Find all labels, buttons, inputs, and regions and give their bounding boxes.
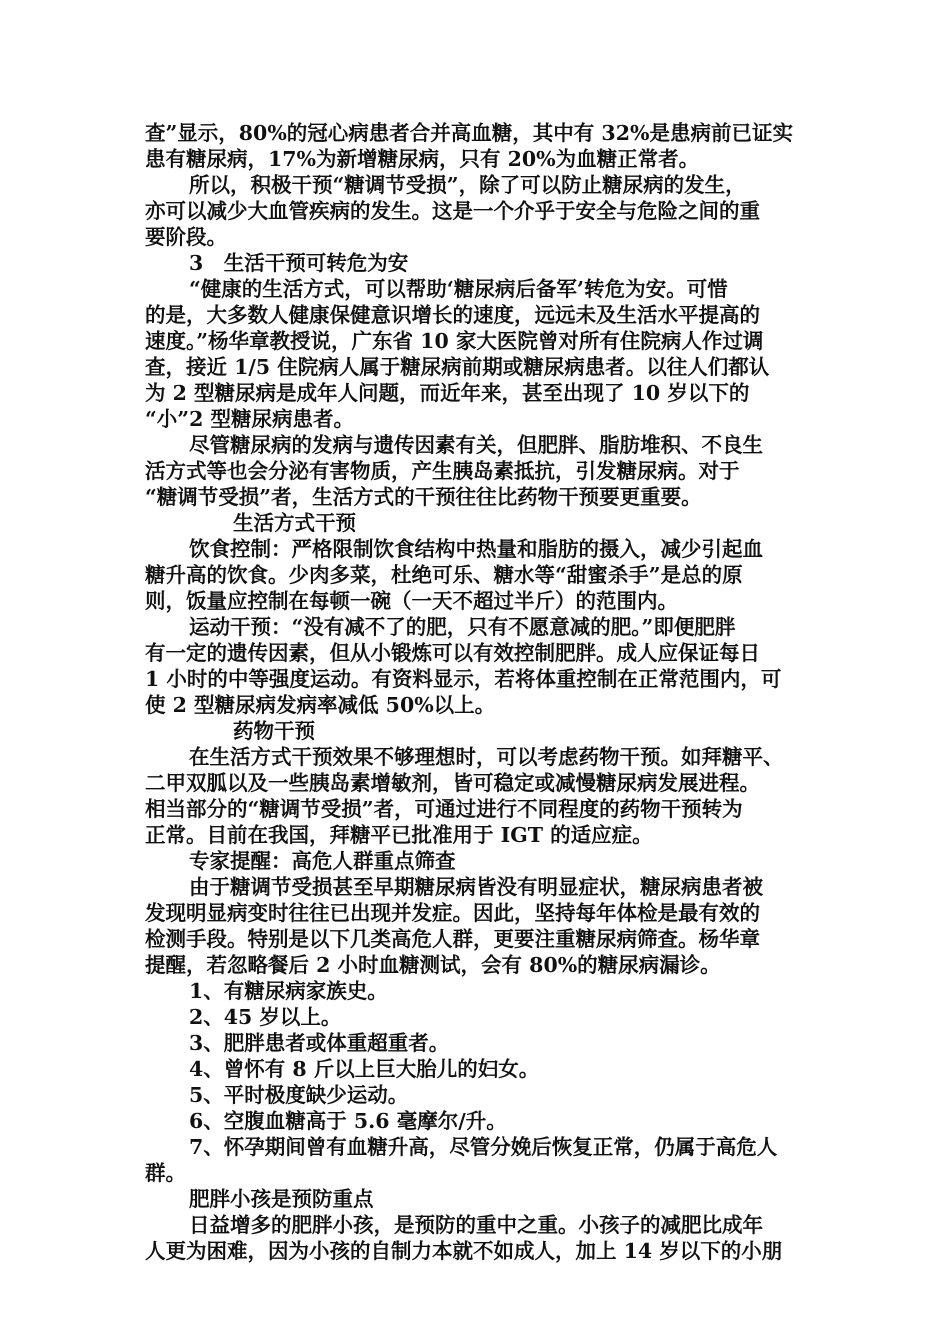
text-line: “糖调节受损”者，生活方式的干预往往比药物干预要更重要。 xyxy=(145,485,702,509)
text-line: 活方式等也会分泌有害物质，产生胰岛素抵抗，引发糖尿病。对于 xyxy=(145,459,740,483)
text-line: 要阶段。 xyxy=(145,225,227,249)
document-page xyxy=(145,120,813,1264)
text-line: 1、有糖尿病家族史。 xyxy=(189,979,388,1003)
text-line: 相当部分的“糖调节受损”者，可通过进行不同程度的药物干预转为 xyxy=(145,797,743,821)
text-line: 亦可以减少大血管疾病的发生。这是一个介乎于安全与危险之间的重 xyxy=(145,199,760,223)
text-line: 使 2 型糖尿病发病率减低 50%以上。 xyxy=(145,693,496,717)
text-line: 由于糖调节受损甚至早期糖尿病皆没有明显症状，糖尿病患者被 xyxy=(189,875,763,899)
text-line: 专家提醒：高危人群重点筛查 xyxy=(189,849,456,873)
text-line: 2、45 岁以上。 xyxy=(189,1005,342,1029)
text-line: 3 生活干预可转危为安 xyxy=(189,251,409,275)
text-line: 7、怀孕期间曾有血糖升高，尽管分娩后恢复正常，仍属于高危人 xyxy=(189,1135,778,1159)
text-line: 5、平时极度缺少运动。 xyxy=(189,1083,409,1107)
text-line: 6、空腹血糖高于 5.6 毫摩尔/升。 xyxy=(189,1109,507,1133)
text-line: 糖升高的饮食。少肉多菜，杜绝可乐、糖水等“甜蜜杀手”是总的原 xyxy=(145,563,743,587)
text-line: 有一定的遗传因素，但从小锻炼可以有效控制肥胖。成人应保证每日 xyxy=(145,641,760,665)
text-line: 群。 xyxy=(145,1161,186,1185)
text-line: 正常。目前在我国，拜糖平已批准用于 IGT 的适应症。 xyxy=(145,823,653,847)
text-line: 提醒，若忽略餐后 2 小时血糖测试，会有 80%的糖尿病漏诊。 xyxy=(145,953,721,977)
text-line: 查”显示，80%的冠心病患者合并高血糖，其中有 32%是患病前已证实 xyxy=(145,121,793,145)
text-line: 二甲双胍以及一些胰岛素增敏剂，皆可稳定或减慢糖尿病发展进程。 xyxy=(145,771,760,795)
text-line: 为 2 型糖尿病是成年人问题，而近年来，甚至出现了 10 岁以下的 xyxy=(145,381,750,405)
text-line: 速度。”杨华章教授说，广东省 10 家大医院曾对所有住院病人作过调 xyxy=(145,329,764,353)
text-line: 4、曾怀有 8 斤以上巨大胎儿的妇女。 xyxy=(189,1057,540,1081)
text-line: “健康的生活方式，可以帮助‘糖尿病后备军’转危为安。可惜 xyxy=(189,277,728,301)
text-line: 发现明显病变时往往已出现并发症。因此，坚持每年体检是最有效的 xyxy=(145,901,760,925)
text-line: 日益增多的肥胖小孩，是预防的重中之重。小孩子的减肥比成年 xyxy=(189,1213,763,1237)
text-line: 尽管糖尿病的发病与遗传因素有关，但肥胖、脂肪堆积、不良生 xyxy=(189,433,763,457)
text-line: 运动干预：“没有减不了的肥，只有不愿意减的肥。”即便肥胖 xyxy=(189,615,736,639)
text-line: 药物干预 xyxy=(233,719,315,743)
text-line: 检测手段。特别是以下几类高危人群，更要注重糖尿病筛查。杨华章 xyxy=(145,927,760,951)
text-line: 3、肥胖患者或体重超重者。 xyxy=(189,1031,450,1055)
text-line: 所以，积极干预“糖调节受损”，除了可以防止糖尿病的发生， xyxy=(189,173,746,197)
text-line: 饮食控制：严格限制饮食结构中热量和脂肪的摄入，减少引起血 xyxy=(189,537,763,561)
text-line: “小”2 型糖尿病患者。 xyxy=(145,407,354,431)
text-line: 查，接近 1/5 住院病人属于糖尿病前期或糖尿病患者。以往人们都认 xyxy=(145,355,770,379)
text-line: 肥胖小孩是预防重点 xyxy=(189,1187,374,1211)
text-line: 在生活方式干预效果不够理想时，可以考虑药物干预。如拜糖平、 xyxy=(189,745,784,769)
text-line: 1 小时的中等强度运动。有资料显示，若将体重控制在正常范围内，可 xyxy=(145,667,782,691)
text-line: 生活方式干预 xyxy=(233,511,356,535)
text-line: 患有糖尿病，17%为新增糖尿病，只有 20%为血糖正常者。 xyxy=(145,147,700,171)
text-line: 人更为困难，因为小孩的自制力本就不如成人，加上 14 岁以下的小朋 xyxy=(145,1239,783,1263)
text-line: 的是，大多数人健康保健意识增长的速度，远远未及生活水平提高的 xyxy=(145,303,760,327)
text-line: 则，饭量应控制在每顿一碗（一天不超过半斤）的范围内。 xyxy=(145,589,678,613)
